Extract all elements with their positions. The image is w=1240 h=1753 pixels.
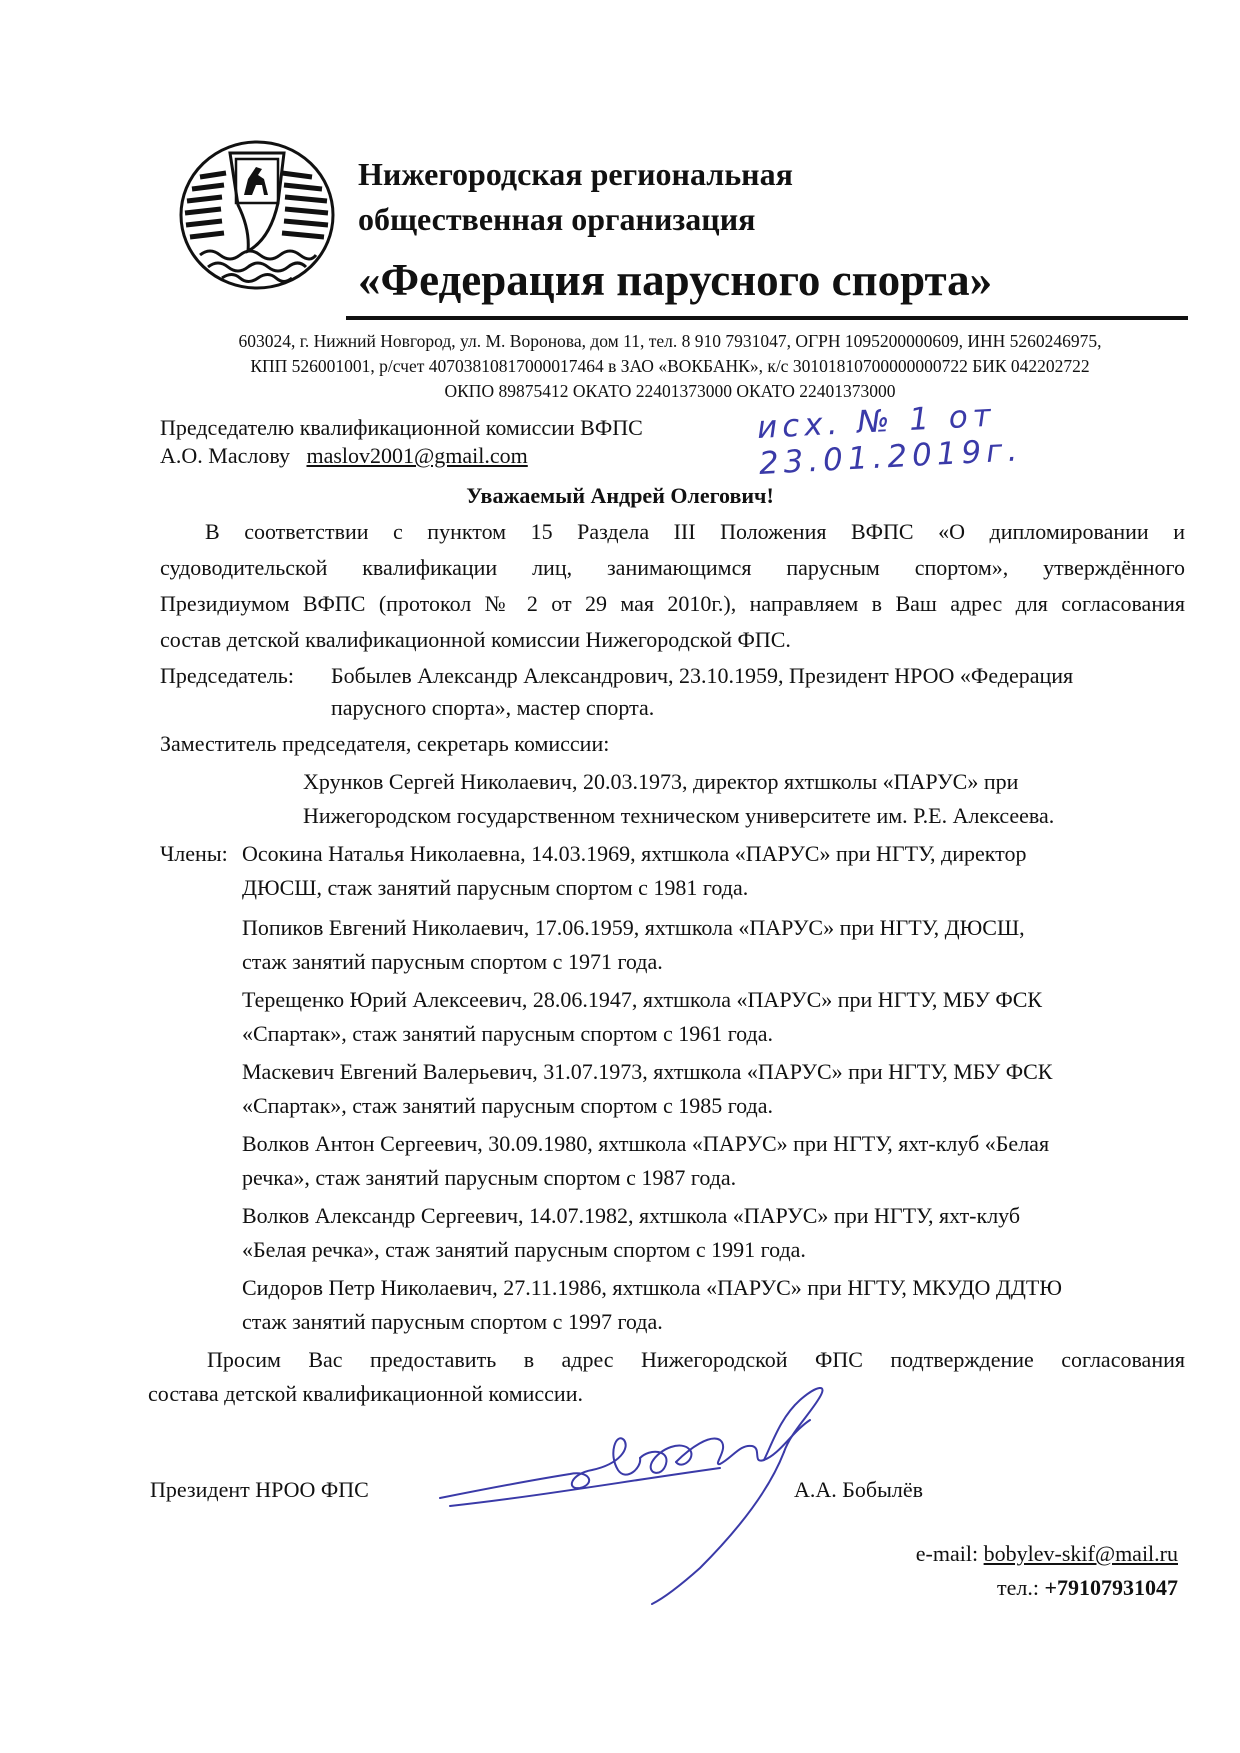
contact-phone-line [997,1570,1178,1606]
phone-label: тел.: [996,1575,1039,1600]
federation-logo-emblem [178,139,336,291]
header-divider [346,316,1188,320]
deputy-label: Заместитель председателя, секретарь комиссии: [160,731,610,756]
intro-line: Президиумом ВФПС (протокол № 2 от 29 мая 2010г.), направляем в Ваш адрес для согласования [160,591,1185,616]
chairman-line: парусного спорта», мастер спорта. [331,695,655,720]
deputy-line: Хрунков Сергей Николаевич, 20.03.1973, директор яхтшколы «ПАРУС» при [303,769,1019,794]
addressee-name-line [160,438,528,474]
chairman-label: Председатель: [160,663,294,688]
contact-email-link[interactable]: bobylev-skif@mail.ru [983,1541,1178,1566]
org-line-2: общественная организация [358,201,756,237]
requisites-block [150,329,1190,404]
member-line: речка», стаж занятий парусным спортом с 1987 года. [242,1165,737,1190]
member-line: Маскевич Евгений Валерьевич, 31.07.1973, яхтшкола «ПАРУС» при НГТУ, МБУ ФСК [242,1059,1053,1084]
member-line: «Белая речка», стаж занятий парусным спортом с 1991 года. [242,1237,806,1262]
signatory-position: Президент НРОО ФПС [150,1477,369,1502]
org-line-1: Нижегородская региональная [358,156,793,192]
addressee-email-link[interactable]: maslov2001@gmail.com [306,443,528,468]
member-line: Терещенко Юрий Алексеевич, 28.06.1947, яхтшкола «ПАРУС» при НГТУ, МБУ ФСК [242,987,1043,1012]
requisites-line: 603024, г. Нижний Новгород, ул. М. Воронова, дом 11, тел. 8 910 7931047, ОГРН 1095200000609, ИНН 5260246975, [238,331,1102,351]
deputy-line: Нижегородском государственном техническом университете им. Р.Е. Алексеева. [303,803,1055,828]
requisites-line: КПП 526001001, р/счет 40703810817000017464 в ЗАО «ВОКБАНК», к/с 30101810700000000722 БИК 042202722 [250,356,1090,376]
intro-line: В соответствии с пунктом 15 Раздела III Положения ВФПС «О дипломировании и [205,519,1185,544]
member-line: стаж занятий парусным спортом с 1997 года. [242,1309,663,1334]
email-label: e-mail: [915,1541,979,1566]
member-line: «Спартак», стаж занятий парусным спортом с 1961 года. [242,1021,774,1046]
members-label: Члены: [160,841,228,866]
member-line: Осокина Наталья Николаевна, 14.03.1969, яхтшкола «ПАРУС» при НГТУ, директор [242,841,1027,866]
addressee-name: А.О. Маслову [160,443,290,468]
addressee-title: Председателю квалификационной комиссии ВФПС [160,415,643,440]
member-line: ДЮСШ, стаж занятий парусным спортом с 1981 года. [242,875,749,900]
chairman-line: Бобылев Александр Александрович, 23.10.1959, Президент НРОО «Федерация [331,663,1074,688]
contact-email-line [916,1536,1178,1572]
member-line: Волков Александр Сергеевич, 14.07.1982, яхтшкола «ПАРУС» при НГТУ, яхт-клуб [242,1203,1021,1228]
member-line: «Спартак», стаж занятий парусным спортом с 1985 года. [242,1093,774,1118]
signatory-name: А.А. Бобылёв [794,1477,924,1502]
request-line: Просим Вас предоставить в адрес Нижегородской ФПС подтверждение согласования [207,1347,1185,1372]
member-line: Попиков Евгений Николаевич, 17.06.1959, яхтшкола «ПАРУС» при НГТУ, ДЮСШ, [242,915,1025,940]
intro-line: состав детской квалификационной комиссии Нижегородской ФПС. [160,627,791,652]
member-line: стаж занятий парусным спортом с 1971 года. [242,949,663,974]
request-line: состава детской квалификационной комиссии. [148,1381,583,1406]
org-name-title: «Федерация парусного спорта» [358,255,993,305]
intro-line: судоводительской квалификации лиц, занимающимся парусным спортом», утверждённого [160,555,1185,580]
salutation: Уважаемый Андрей Олегович! [466,483,774,508]
member-line: Сидоров Петр Николаевич, 27.11.1986, яхтшкола «ПАРУС» при НГТУ, МКУДО ДДТЮ [242,1275,1062,1300]
member-line: Волков Антон Сергеевич, 30.09.1980, яхтшкола «ПАРУС» при НГТУ, яхт-клуб «Белая [242,1131,1050,1156]
requisites-line: ОКПО 89875412 ОКАТО 22401373000 ОКАТО 22401373000 [444,381,896,401]
handwritten-reference: исх. № 1 от 23.01.2019г. [756,397,1024,482]
contact-phone: +79107931047 [1044,1575,1178,1600]
